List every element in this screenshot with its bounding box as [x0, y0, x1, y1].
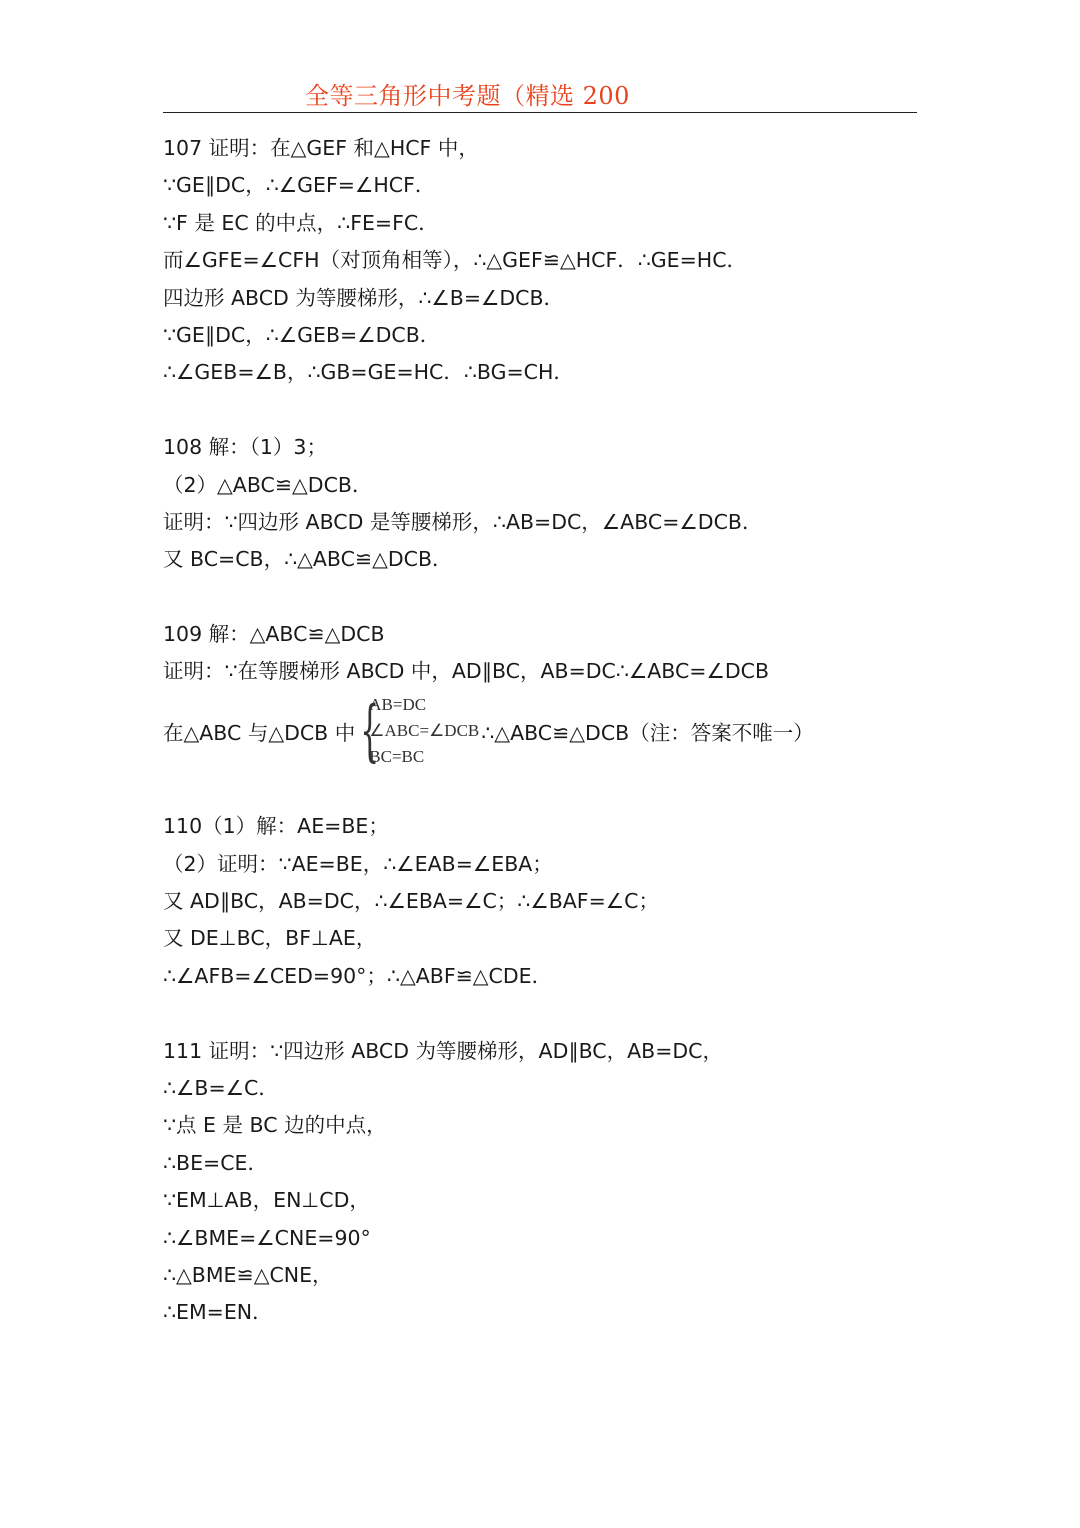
section-gap [163, 579, 917, 616]
text-line: ∵GE∥DC，∴∠GEF=∠HCF． [163, 173, 436, 198]
section-gap [163, 392, 917, 429]
text-line: ∴EM=EN． [163, 1300, 273, 1325]
problem-108 [163, 429, 917, 579]
left-brace-icon: { [360, 691, 380, 769]
text-line: ∴∠BME=∠CNE=90° [163, 1225, 371, 1250]
text-line: 四边形 ABCD 为等腰梯形，∴∠B=∠DCB． [163, 285, 565, 310]
system-row: BC=BC [369, 746, 425, 766]
system-lead-text: 在△ABC 与△DCB 中 [163, 720, 356, 745]
text-line: 110（1）解：AE=BE； [163, 814, 389, 839]
text-line: ∴∠B=∠C． [163, 1075, 279, 1100]
text-line: 又 BC=CB，∴△ABC≌△DCB． [163, 547, 453, 572]
text-line: ∵EM⊥AB，EN⊥CD， [163, 1188, 370, 1213]
section-gap [163, 995, 917, 1032]
section-gap [163, 771, 917, 808]
problem-110 [163, 808, 917, 995]
text-line: 111 证明：∵四边形 ABCD 为等腰梯形，AD∥BC，AB=DC， [163, 1038, 723, 1063]
text-line: ∴BE=CE． [163, 1150, 269, 1175]
text-line: 又 DE⊥BC，BF⊥AE， [163, 926, 377, 951]
text-line: 107 证明：在△GEF 和△HCF 中， [163, 136, 479, 160]
text-line: ∴∠AFB=∠CED=90°；∴△ABF≌△CDE． [163, 963, 553, 988]
header-divider [163, 112, 917, 113]
problem-111 [163, 1033, 917, 1332]
text-line: ∵点 E 是 BC 边的中点， [163, 1113, 387, 1138]
text-line: （2）证明：∵AE=BE，∴∠EAB=∠EBA； [163, 851, 553, 876]
text-line: 证明：∵在等腰梯形 ABCD 中，AD∥BC，AB=DC∴∠ABC=∠DCB [163, 659, 770, 684]
system-row: AB=DC [369, 694, 427, 714]
text-line: 108 解：（1）3； [163, 435, 327, 460]
equation-system-line [163, 691, 917, 771]
equation-system [357, 692, 479, 770]
text-line: ∴∠GEB=∠B，∴GB=GE=HC．∴BG=CH． [163, 360, 574, 385]
system-rows [369, 692, 479, 770]
text-line: 109 解：△ABC≌△DCB [163, 622, 385, 647]
text-line: ∴△BME≌△CNE， [163, 1262, 333, 1287]
text-line: ∵GE∥DC，∴∠GEB=∠DCB． [163, 322, 441, 347]
page-title: 全等三角形中考题（精选 200 [305, 82, 630, 110]
text-line: （2）△ABC≌△DCB． [163, 472, 373, 497]
text-line: 又 AD∥BC，AB=DC，∴∠EBA=∠C；∴∠BAF=∠C； [163, 889, 659, 914]
problem-109 [163, 616, 917, 771]
text-line: 证明：∵四边形 ABCD 是等腰梯形，∴AB=DC，∠ABC=∠DCB． [163, 509, 763, 534]
text-line: 而∠GFE=∠CFH（对顶角相等），∴△GEF≌△HCF．∴GE=HC． [163, 248, 748, 273]
system-row: ∠ABC=∠DCB [369, 720, 480, 740]
problem-107 [163, 130, 917, 392]
document-body [163, 130, 917, 1332]
system-conclusion-text: ∴△ABC≌△DCB（注：答案不唯一） [481, 720, 814, 745]
text-line: ∵F 是 EC 的中点，∴FE=FC． [163, 210, 439, 235]
